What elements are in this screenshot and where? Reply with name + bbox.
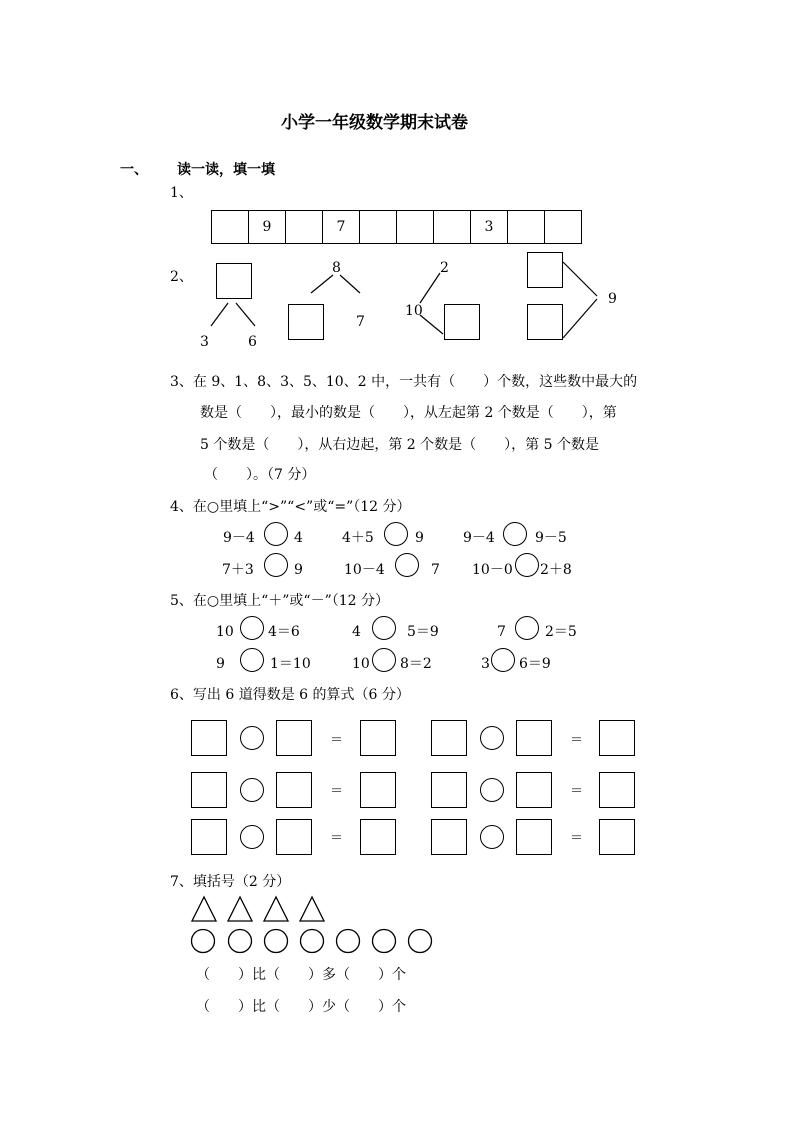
expr-right: 4＝6 [268, 624, 300, 640]
equals-sign: ＝ [570, 733, 584, 748]
bond-number: 2 [440, 260, 449, 276]
circle-shape [373, 930, 396, 953]
circle-shape [229, 930, 252, 953]
triangle-shape [192, 897, 216, 921]
circle-shape [301, 930, 324, 953]
q3-line: 数是（ ），最小的数是（ ），从左起第 2 个数是（ ），第 [200, 405, 617, 421]
q3-line: 5 个数是（ ），从右边起，第 2 个数是（ ），第 5 个数是 [200, 437, 599, 453]
triangle-shape [264, 897, 288, 921]
bond-number: 7 [356, 314, 365, 330]
circle-shape [265, 930, 288, 953]
expr-left: 9－4 [463, 530, 495, 546]
expr-right: 2＝5 [545, 624, 577, 640]
bond-number: 9 [608, 291, 617, 307]
expr-right: 9－5 [535, 530, 567, 546]
expr-left: 10－4 [344, 562, 385, 578]
expr-left: 10 [216, 624, 234, 640]
expr-left: 10 [352, 656, 370, 672]
circle-shape [337, 930, 360, 953]
q3-line: （ ）。（7 分） [204, 467, 316, 483]
sequence-cell[interactable]: 3 [470, 210, 508, 244]
expr-left: 9－4 [223, 530, 255, 546]
q1-label: 1、 [170, 185, 193, 201]
triangle-shape [228, 897, 252, 921]
expr-left: 4＋5 [342, 530, 374, 546]
equals-sign: ＝ [570, 784, 584, 799]
expr-right: 2＋8 [540, 562, 572, 578]
q4-prompt: 4、在○里填上“>”“<”或“=”（12 分） [170, 499, 411, 515]
expr-left: 9 [216, 656, 225, 672]
bond-number: 8 [332, 260, 341, 276]
sequence-cell[interactable]: 9 [248, 210, 286, 244]
q6-prompt: 6、写出 6 道得数是 6 的算式（6 分） [170, 687, 410, 703]
section-number: 一、 [120, 162, 148, 178]
page-title: 小学一年级数学期末试卷 [281, 113, 468, 133]
q7-prompt: 7、填括号（2 分） [170, 874, 291, 890]
equals-sign: ＝ [330, 733, 344, 748]
expr-right: 8＝2 [400, 656, 432, 672]
expr-left: 10－0 [472, 562, 513, 578]
equals-sign: ＝ [570, 831, 584, 846]
expr-right: 9 [415, 530, 424, 546]
equals-sign: ＝ [330, 784, 344, 799]
expr-left: 3 [481, 656, 490, 672]
expr-right: 5＝9 [407, 624, 439, 640]
q5-prompt: 5、在○里填上“＋”或“－”（12 分） [170, 593, 390, 609]
q2-label: 2、 [170, 269, 193, 285]
bond-number: 3 [200, 334, 209, 350]
circle-shape [192, 930, 215, 953]
expr-right: 4 [294, 530, 303, 546]
bond-number: 10 [405, 303, 423, 319]
section-heading: 读一读，填一填 [177, 162, 275, 178]
expr-right: 9 [294, 562, 303, 578]
triangle-shape [300, 897, 324, 921]
q7-line: （ ）比（ ）多（ ）个 [196, 967, 406, 983]
q7-line: （ ）比（ ）少（ ）个 [196, 999, 406, 1015]
expr-left: 4 [352, 624, 361, 640]
expr-left: 7＋3 [222, 562, 254, 578]
expr-left: 7 [497, 624, 506, 640]
equals-sign: ＝ [330, 831, 344, 846]
sequence-cell[interactable]: 7 [322, 210, 360, 244]
circle-shape [409, 930, 432, 953]
bond-number: 6 [248, 334, 257, 350]
expr-right: 6＝9 [519, 656, 551, 672]
expr-right: 7 [431, 562, 440, 578]
q3-line: 3、在 9、1、8、3、5、10、2 中，一共有（ ）个数，这些数中最大的 [170, 374, 638, 390]
expr-right: 1＝10 [270, 656, 311, 672]
